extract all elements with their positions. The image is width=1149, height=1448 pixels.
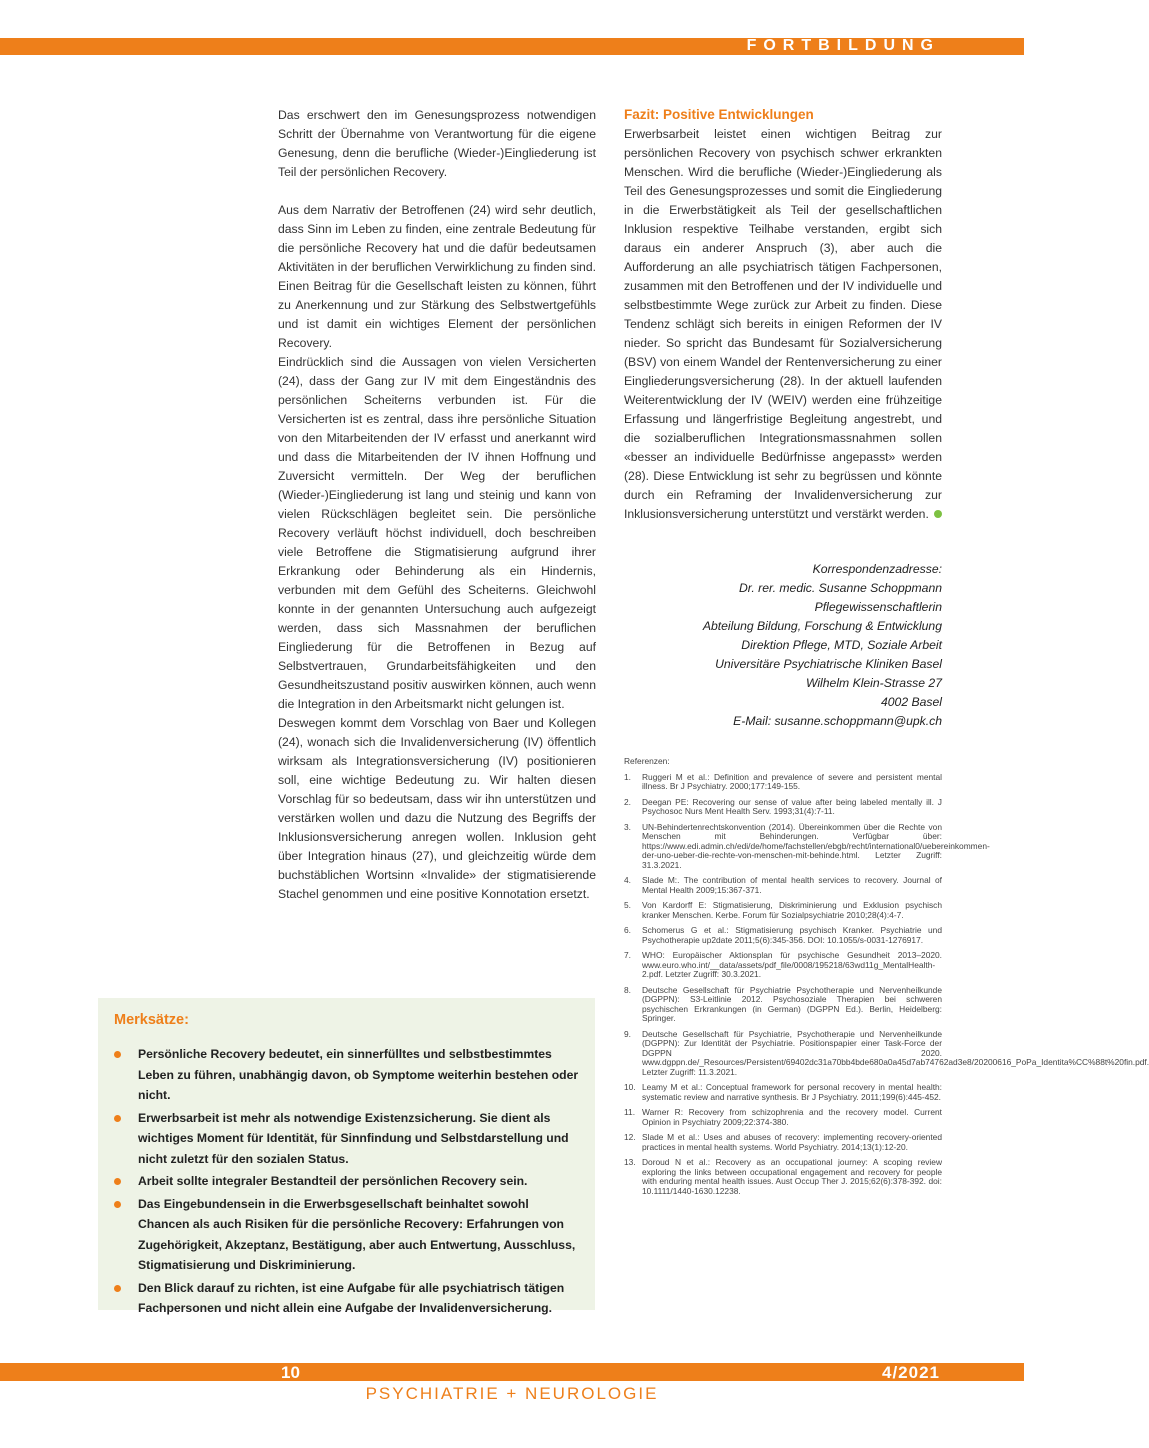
key-point: Arbeit sollte integraler Bestandteil der persönlichen Recovery sein. (114, 1171, 579, 1192)
issue-number: 4/2021 (882, 1363, 940, 1382)
correspondence-line: Korrespondenzadresse: (812, 562, 942, 576)
reference-item: 2. Deegan PE: Recovering our sense of value after being labeled mentally ill. J Psychosoc Nurs Ment Health Serv. 1993;31(4):7-11. (624, 796, 942, 816)
bullet-icon (114, 1178, 121, 1185)
correspondence-address (624, 560, 942, 731)
bullet-icon (114, 1201, 121, 1208)
conclusion-paragraph (624, 125, 942, 524)
reference-item: 13. Doroud N et al.: Recovery as an occupational journey: A scoping review exploring the links between occupational engagement and recovery for people with enduring mental health issues. Aust Occup Ther J. 2015;62(6):378-392. doi: 10.1111/1440-1630.12238. (624, 1157, 942, 1196)
journal-name: PSYCHIATRIE + NEUROLOGIE (365, 1384, 659, 1403)
paragraph: Das erschwert den im Genesungsprozess notwendigen Schritt der Übernahme von Verantwortung für die eigene Genesung, denn die berufliche (Wieder-)Eingliederung ist Teil der persönlichen Recovery. (278, 108, 596, 179)
conclusion-heading: Fazit: Positive Entwicklungen (624, 107, 814, 122)
bullet-icon (114, 1051, 121, 1058)
end-mark-icon (934, 510, 942, 518)
key-points-box (98, 998, 595, 1315)
references-title: Referenzen: (624, 756, 670, 766)
reference-item: 8. Deutsche Gesellschaft für Psychiatrie Psychotherapie und Nervenheilkunde (DGPPN): S3-Leitlinie 2012. Psychosoziale Therapien bei schweren psychischen Erkrankungen (in German) (DGPPN Ed.). Berlin, Heidelberg: Springer. (624, 984, 942, 1023)
reference-item: 4. Slade M:. The contribution of mental health services to recovery. Journal of Mental Health 2009;15:367-371. (624, 875, 942, 895)
correspondence-line: Direktion Pflege, MTD, Soziale Arbeit (741, 638, 942, 652)
reference-item: 6. Schomerus G et al.: Stigmatisierung psychisch Kranker. Psychiatrie und Psychotherapie up2date 2011;5(6):345-356. DOI: 10.1055/s-0031-1276917. (624, 925, 942, 945)
key-point: Persönliche Recovery bedeutet, ein sinnerfülltes und selbstbestimmtes Leben zu führen, unabhängig davon, ob Symptome weiterhin bestehen oder nicht. (114, 1044, 579, 1106)
reference-item: 11. Warner R: Recovery from schizophrenia and the recovery model. Current Opinion in Psychiatry 2009;22:374-380. (624, 1107, 942, 1127)
header-bar (0, 38, 1024, 55)
correspondence-line: Dr. rer. medic. Susanne Schoppmann (739, 581, 942, 595)
key-point: Den Blick darauf zu richten, ist eine Aufgabe für alle psychiatrisch tätigen Fachpersonen und nicht allein eine Aufgabe der Invalidenversicherung. (114, 1278, 579, 1319)
page-number: 10 (281, 1363, 300, 1382)
reference-item: 1. Ruggeri M et al.: Definition and prevalence of severe and persistent mental illness. Br J Psychiatry. 2000;177:149-155. (624, 771, 942, 791)
reference-item: 7. WHO: Europäischer Aktionsplan für psychische Gesundheit 2013–2020. www.euro.who.int/__data/assets/pdf_file/0008/195218/63wd11g_MentalHealth-2.pdf. Letzter Zugriff: 30.3.2021. (624, 950, 942, 979)
key-point: Erwerbsarbeit ist mehr als notwendige Existenzsicherung. Sie dient als wichtiges Moment für Identität, für Sinnfindung und Selbstdarstellung und nicht zuletzt für den sozialen Status. (114, 1108, 579, 1170)
middle-column (278, 106, 596, 904)
reference-item: 10. Leamy M et al.: Conceptual framework for personal recovery in mental health: systematic review and narrative synthesis. Br J Psychiatry. 2011;199(6):445-452. (624, 1082, 942, 1102)
section-label: FORTBILDUNG (746, 37, 940, 54)
right-column (624, 106, 942, 524)
reference-item: 5. Von Kardorff E: Stigmatisierung, Diskriminierung und Exklusion psychisch kranker Menschen. Kerbe. Forum für Sozialpsychiatrie 2010;28(4):4-7. (624, 900, 942, 920)
conclusion-text: Erwerbsarbeit leistet einen wichtigen Beitrag zur persönlichen Recovery von psychisch schwer erkrankten Menschen. Wird die berufliche (Wieder-)Eingliederung als Teil des Genesungsprozesses und somit die Eingliederung in die Erwerbstätigkeit als Teil der gesellschaftlichen Inklusion respektive Teilhabe verstanden, ergibt sich daraus ein anderer Anspruch (3), aber auch die Aufforderung an alle psychiatrisch tätigen Fachpersonen, zusammen mit den Betroffenen und der IV individuelle und selbstbestimmte Wege zurück zur Arbeit zu finden. Diese Tendenz schlägt sich bereits in einigen Reformen der IV nieder. So spricht das Bundesamt für Sozialversicherung (BSV) von einem Wandel der Rentenversicherung zu einer Eingliederungsversicherung (28). In der aktuell laufenden Weiterentwicklung der IV (WEIV) werden eine frühzeitige Erfassung und längerfristige Begleitung angestrebt, und die sozialberuflichen Integrationsmassnahmen sollen «besser an individuelle Bedürfnisse angepasst» werden (28). Diese Entwicklung ist sehr zu begrüssen und könnte durch ein Reframing der Invalidenversicherung zur Inklusionsversicherung unterstützt und verstärkt werden. (624, 127, 942, 521)
key-points-list (114, 1044, 579, 1319)
paragraph: Aus dem Narrativ der Betroffenen (24) wird sehr deutlich, dass Sinn im Leben zu finden, eine zentrale Bedeutung für die persönliche Recovery hat und die dafür bedeutsamen Aktivitäten in der beruflichen Verwirklichung zu finden sind. Einen Beitrag für die Gesellschaft leisten zu können, führt zu Anerkennung und zur Stärkung des Selbstwertgefühls und ist damit ein wichtiges Element der persönlichen Recovery. (278, 203, 596, 350)
footer-bar (0, 1363, 1024, 1381)
reference-item: 9. Deutsche Gesellschaft für Psychiatrie, Psychotherapie und Nervenheilkunde (DGPPN): Zur Identität der Psychiatrie. Positionspapier einer Task-Force der DGPPN 2020. www.dgppn.de/_Resources/Persistent/69402dc31a70bb4bde680a0a45d7ab74762ad3e8/20200616_PoPa_Identita%CC%88t%20fin.pdf. Letzter Zugriff: 11.3.2021. (624, 1028, 1149, 1077)
correspondence-line: 4002 Basel (881, 695, 942, 709)
bullet-icon (114, 1115, 121, 1122)
key-point: Das Eingebundensein in die Erwerbsgesellschaft beinhaltet sowohl Chancen als auch Risiken für die persönliche Recovery: Erfahrungen von Zugehörigkeit, Akzeptanz, Bestätigung, aber auch Entwertung, Ausschluss, Stigmatisierung und Diskriminierung. (114, 1194, 579, 1276)
correspondence-email[interactable]: E-Mail: susanne.schoppmann@upk.ch (733, 714, 942, 728)
references (624, 756, 1149, 1202)
references-list (624, 771, 1149, 1197)
bullet-icon (114, 1285, 121, 1292)
correspondence-line: Universitäre Psychiatrische Kliniken Basel (715, 657, 942, 671)
paragraph: Eindrücklich sind die Aussagen von vielen Versicherten (24), dass der Gang zur IV mit dem Eingeständnis des persönlichen Scheiterns verbunden ist. Für die Versicherten ist es zentral, dass ihre persönliche Situation von den Mitarbeitenden der IV erfasst und anerkannt wird und dass die Mitarbeitenden der IV ihnen Hoffnung und Zuversicht vermitteln. Der Weg der beruflichen (Wieder-)Eingliederung ist lang und steinig und kann von vielen Rückschlägen begleitet sein. Die persönliche Recovery verläuft höchst individuell, doch beschreiben viele Betroffene die Stigmatisierung aufgrund ihrer Erkrankung oder Behinderung als ein Hindernis, verbunden mit dem Gefühl des Scheiterns. Gleichwohl konnte in der genannten Untersuchung auch aufgezeigt werden, dass sich Massnahmen der beruflichen Eingliederung für die Betroffenen in Bezug auf Selbstvertrauen, Grundarbeitsfähigkeiten und den Gesundheitszustand positiv auswirken können, auch wenn die Integration in den Arbeitsmarkt nicht gelungen ist. (278, 355, 596, 711)
correspondence-line: Abteilung Bildung, Forschung & Entwicklung (702, 619, 942, 633)
paragraph: Deswegen kommt dem Vorschlag von Baer und Kollegen (24), wonach sich die Invalidenversicherung (IV) öffentlich wirksam als Integrationsversicherung (IV) positionieren soll, eine wichtige Bedeutung zu. Wir halten diesen Vorschlag für so bedeutsam, dass wir ihn unterstützen und verstärken wollen und dazu die Nutzung des Begriffs der Inklusionsversicherung anregen wollen. Inklusion geht über Integration hinaus (27), und gleichzeitig würde dem buchstäblichen Wortsinn «Invalide» der stigmatisierende Stachel genommen und eine positive Konnotation ersetzt. (278, 716, 596, 901)
correspondence-line: Wilhelm Klein-Strasse 27 (805, 676, 942, 690)
reference-item: 12. Slade M et al.: Uses and abuses of recovery: implementing recovery-oriented practices in mental health systems. World Psychiatry. 2014;13(1):12-20. (624, 1132, 942, 1152)
reference-item: 3. UN-Behindertenrechtskonvention (2014). Übereinkommen über die Rechte von Menschen mit Behinderungen. Verfügbar über: https://www.edi.admin.ch/edi/de/home/fachstellen/ebgb/recht/international0/uebereinkommen-der-uno-ueber-die-rechte-von-menschen-mit-behinde.html. Letzter Zugriff: 31.3.2021. (624, 821, 990, 870)
key-points-title: Merksätze: (114, 1012, 189, 1028)
correspondence-line: Pflegewissenschaftlerin (814, 600, 942, 614)
